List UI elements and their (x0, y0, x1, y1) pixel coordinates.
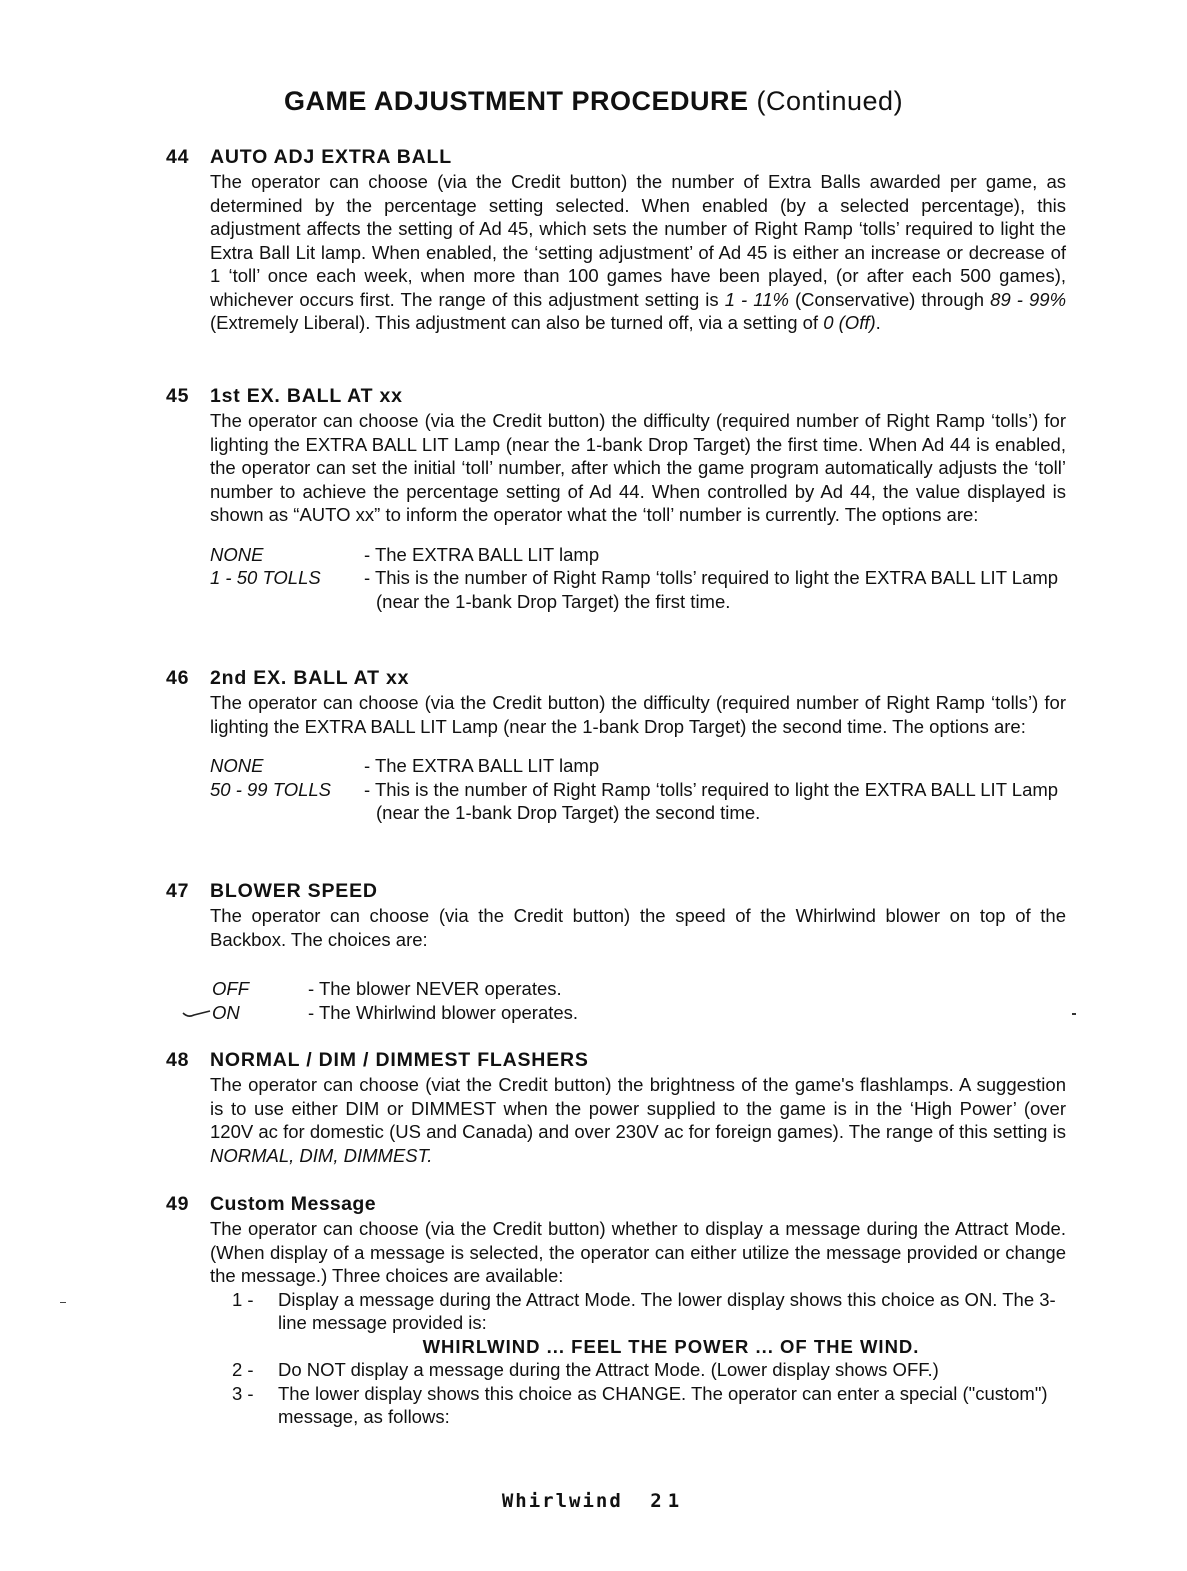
item-number: 1 - (232, 1288, 254, 1310)
section-heading (166, 1049, 1066, 1073)
options-list (210, 543, 1066, 614)
section-body: The operator can choose (via the Credit button) whether to display a message during the Attract Mode. (When display of a message is selected, the operator can either utilize the message provided or change the message.) Three choices are available: (210, 1218, 1066, 1286)
range-off: 0 (Off) (823, 312, 876, 333)
section-title: Custom Message (210, 1193, 376, 1215)
option-row (210, 778, 1066, 825)
item-number: 3 - (232, 1382, 254, 1404)
section-heading (166, 146, 1066, 170)
body-text: (Conservative) through (795, 288, 985, 310)
section-title: NORMAL / DIM / DIMMEST FLASHERS (210, 1049, 589, 1071)
range-values: NORMAL, DIM, DIMMEST. (210, 1144, 433, 1166)
scan-speck (1072, 1013, 1076, 1015)
page-title (0, 86, 1187, 117)
section-47 (166, 880, 1066, 1024)
body-text: . (875, 312, 881, 333)
option-row (210, 977, 1066, 1001)
item-text: Display a message during the Attract Mode. The lower display shows this choice as ON. The 3-line message provided is: (278, 1288, 1056, 1333)
options-list (210, 754, 1066, 825)
section-45 (166, 385, 1066, 613)
item-number: 2 - (232, 1359, 254, 1380)
body-text: The operator can choose (via the Credit button) the number of Extra Balls awarded per game, as determined by the percentage setting selected. When enabled (by a selected percentage), this adjustment affects the setting of Ad 45, which sets the number of Right Ramp ‘tolls’ required to light the Extra Ball Lit lamp. When enabled, the ‘setting adjustment’ of Ad 45 is either an increase or decrease of 1 ‘toll’ once each week, when more than 100 games have been played, (or after each 500 games), whichever occurs first. The range of this adjustment setting is (210, 171, 1066, 310)
section-heading (166, 1193, 1066, 1217)
section-number: 49 (166, 1193, 190, 1215)
list-item (232, 1382, 1066, 1429)
section-49 (166, 1193, 1066, 1429)
section-title: AUTO ADJ EXTRA BALL (210, 146, 452, 168)
options-list (210, 977, 1066, 1024)
page-footer (0, 1490, 1187, 1512)
option-key: OFF (212, 978, 249, 999)
option-key: 1 - 50 TOLLS (210, 567, 321, 588)
body-text: The operator can choose (viat the Credit button) the brightness of the game's flashlamps. A suggestion is to use either DIM or DIMMEST when the power supplied to the game is in the ‘High Power’ (over 120V ac for domestic (US and Canada) and over 230V ac for foreign games). The range of this setting is (210, 1074, 1066, 1142)
section-heading (166, 667, 1066, 691)
range-high: 89 - 99% (990, 288, 1067, 310)
list-item (232, 1288, 1066, 1335)
option-row (210, 566, 1066, 613)
section-48 (166, 1049, 1066, 1167)
section-title: BLOWER SPEED (210, 880, 378, 902)
section-title: 2nd EX. BALL AT xx (210, 667, 410, 689)
list-item (232, 1358, 1066, 1382)
section-44 (166, 146, 1066, 335)
section-heading (166, 385, 1066, 409)
custom-message: WHIRLWIND ... FEEL THE POWER ... OF THE WIND. (422, 1335, 920, 1357)
body-text: (Extremely Liberal). This adjustment can also be turned off, via a setting of (210, 312, 819, 333)
option-row (210, 754, 1066, 778)
item-text: The lower display shows this choice as CHANGE. The operator can enter a special ("custom") message, as follows: (278, 1382, 1048, 1427)
option-key: NONE (210, 755, 264, 776)
section-title: 1st EX. BALL AT xx (210, 385, 403, 407)
section-body: The operator can choose (via the Credit button) the speed of the Whirlwind blower on top of the Backbox. The choices are: (210, 905, 1066, 950)
section-46 (166, 667, 1066, 825)
option-row (210, 1001, 1066, 1025)
option-desc: - The EXTRA BALL LIT lamp (364, 543, 600, 565)
option-key: ON (212, 1001, 240, 1023)
section-number: 48 (166, 1049, 190, 1071)
section-number: 47 (166, 880, 190, 902)
option-desc: - The EXTRA BALL LIT lamp (364, 755, 600, 776)
footer-game-name: Whirlwind (501, 1490, 623, 1512)
section-body: The operator can choose (via the Credit button) the difficulty (required number of Right Ramp ‘tolls’) for lighting the EXTRA BALL LIT Lamp (near the 1-bank Drop Target) the second time. The options are: (210, 692, 1066, 737)
range-low: 1 - 11% (724, 288, 789, 310)
section-number: 45 (166, 385, 190, 407)
handwritten-checkmark (182, 1007, 212, 1019)
section-body: The operator can choose (via the Credit button) the difficulty (required number of Right Ramp ‘tolls’) for lighting the EXTRA BALL LIT Lamp (near the 1-bank Drop Target) the first time. When Ad 44 is enabled, the operator can set the initial ‘toll’ number, after which the game program automatically adjusts the ‘toll’ number to achieve the percentage setting of Ad 44. When controlled by Ad 44, the value displayed is shown as “AUTO xx” to inform the operator what the ‘toll’ number is currently. The options are: (210, 410, 1066, 525)
choices-list (232, 1288, 1066, 1429)
section-number: 44 (166, 146, 190, 168)
option-desc: - This is the number of Right Ramp ‘tolls’ required to light the EXTRA BALL LIT Lamp (near the 1-bank Drop Target) the first time. (364, 567, 1059, 612)
option-key: 50 - 99 TOLLS (210, 778, 332, 800)
section-body (210, 170, 1066, 335)
item-text: Do NOT display a message during the Attract Mode. (Lower display shows OFF.) (278, 1359, 939, 1380)
option-desc: - The blower NEVER operates. (308, 978, 562, 999)
section-body (210, 1073, 1066, 1167)
option-key: NONE (210, 543, 264, 565)
title-main: GAME ADJUSTMENT PROCEDURE (283, 86, 749, 116)
section-number: 46 (166, 667, 190, 689)
footer-page-number: 21 (650, 1490, 686, 1512)
option-desc: - The Whirlwind blower operates. (308, 1001, 579, 1023)
option-row (210, 543, 1066, 567)
section-heading (166, 880, 1066, 904)
title-continued: (Continued) (756, 86, 904, 116)
scan-speck (60, 1302, 66, 1303)
option-desc: - This is the number of Right Ramp ‘tolls’ required to light the EXTRA BALL LIT Lamp (near the 1-bank Drop Target) the second time. (364, 778, 1059, 823)
